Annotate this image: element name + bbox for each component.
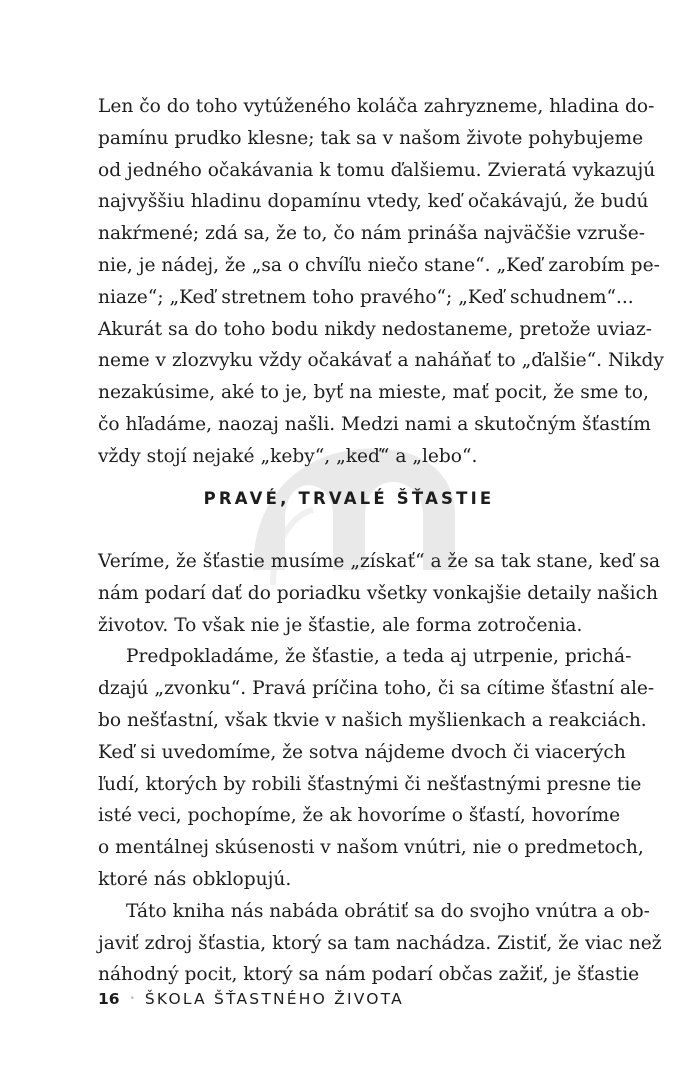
text-line: od jedného očakávania k tomu ďalšiemu. Zvieratá vykazujú — [98, 159, 656, 181]
page-footer — [98, 990, 404, 1008]
text-line: nakŕmené; zdá sa, že to, čo nám prináša najväčšie vzruše- — [98, 223, 646, 245]
text-line: nezakúsime, aké to je, byť na mieste, mať pocit, že sme to, — [98, 382, 649, 404]
section-body — [98, 546, 662, 991]
text-line: náhodný pocit, ktorý sa nám podarí občas zažiť, je šťastie — [98, 964, 640, 986]
text-line: nie, je nádej, že „sa o chvíľu niečo stane“. „Keď zarobím pe- — [98, 254, 660, 276]
page-number: 16 — [98, 990, 120, 1008]
text-line: javiť zdroj šťastia, ktorý sa tam nachádza. Zistiť, že viac než — [98, 932, 662, 954]
text-line: o mentálnej skúsenosti v našom vnútri, nie o predmetoch, — [98, 837, 644, 859]
text-line: nám podarí dať do poriadku všetky vonkajšie detaily našich — [98, 582, 658, 604]
text-line: najvyššiu hladinu dopamínu vtedy, keď očakávajú, že budú — [98, 191, 649, 213]
section-heading: PRAVÉ, TRVALÉ ŠŤASTIE — [203, 489, 495, 508]
text-line: niaze“; „Keď stretnem toho pravého“; „Keď schudnem“... — [98, 286, 634, 308]
text-line: Akurát sa do toho bodu nikdy nedostaneme, pretože uviaz- — [98, 318, 653, 340]
text-line: ktoré nás obklopujú. — [98, 868, 292, 890]
text-line: ľudí, ktorých by robili šťastnými či nešťastnými presne tie — [98, 773, 642, 795]
text-line: vždy stojí nejaké „keby“, „keď“ a „lebo“. — [98, 445, 478, 467]
bullet-separator-icon: • — [129, 994, 135, 1004]
running-book-title: ŠKOLA ŠŤASTNÉHO ŽIVOTA — [144, 990, 404, 1008]
text-line: čo hľadáme, naozaj našli. Medzi nami a skutočným šťastím — [98, 413, 651, 435]
text-line: Veríme, že šťastie musíme „získať“ a že sa tak stane, keď sa — [98, 551, 661, 572]
text-line: Keď si uvedomíme, že sotva nájdeme dvoch či viacerých — [98, 741, 626, 763]
text-line: isté veci, pochopíme, že ak hovoríme o šťastí, hovoríme — [98, 805, 621, 827]
text-line: životov. To však nie je šťastie, ale forma zotročenia. — [98, 614, 583, 636]
text-line: Predpokladáme, že šťastie, a teda aj utrpenie, prichá- — [126, 646, 632, 668]
text-line: bo nešťastní, však tkvie v našich myšlienkach a reakciách. — [98, 709, 647, 731]
text-line: dzajú „zvonku“. Pravá príčina toho, či sa cítime šťastní ale- — [98, 678, 655, 700]
text-line: pamínu prudko klesne; tak sa v našom živote pohybujeme — [98, 127, 644, 149]
text-line: Len čo do toho vytúženého koláča zahryzneme, hladina do- — [98, 96, 655, 117]
text-line: neme v zlozvyku vždy očakávať a naháňať to „ďalšie“. Nikdy — [98, 350, 664, 372]
paragraph-1 — [98, 91, 664, 473]
text-line: Táto kniha nás nabáda obrátiť sa do svojho vnútra a ob- — [126, 900, 650, 922]
